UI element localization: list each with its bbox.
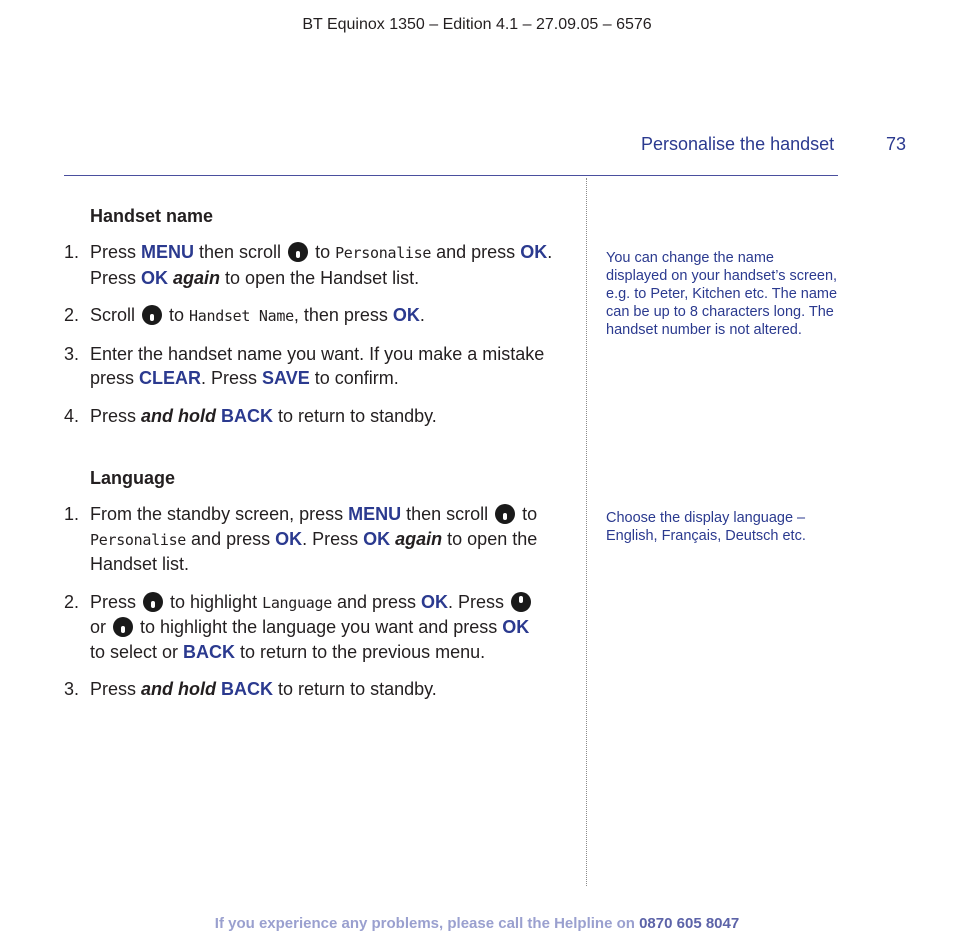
menu-key-label: MENU — [141, 242, 195, 262]
scroll-down-icon — [143, 592, 163, 612]
back-key-label: BACK — [183, 641, 236, 662]
language-steps — [64, 502, 569, 702]
side-note-language: Choose the display language – English, Français, Deutsch etc. — [606, 510, 806, 544]
handset-name-steps — [64, 240, 569, 428]
display-text: Personalise — [335, 244, 432, 262]
list-item: 1. Press MENU then scroll to Personalise and press OK. Press OK again to open the Handset list. — [64, 242, 553, 288]
menu-key-label: MENU — [348, 504, 402, 524]
ok-key-label: OK — [141, 267, 169, 288]
footer-text: If you experience any problems, please call the Helpline on — [214, 915, 640, 932]
display-text: Personalise — [90, 530, 187, 549]
ok-key-label: OK — [421, 591, 449, 612]
back-key-label: BACK — [221, 405, 274, 426]
helpline-number: 0870 605 8047 — [639, 915, 740, 932]
scroll-down-icon — [142, 305, 162, 325]
list-item: 3. Enter the handset name you want. If you make a mistake press CLEAR. Press SAVE to confirm. — [64, 343, 545, 388]
document-meta: BT Equinox 1350 – Edition 4.1 – 27.09.05 – 6576 — [302, 16, 652, 33]
ok-key-label: OK — [502, 617, 530, 637]
scroll-down-icon — [288, 242, 308, 262]
list-item: 2. Scroll to Handset Name, then press OK. — [64, 305, 425, 325]
list-item: 3. Press and hold BACK to return to standby. — [64, 679, 437, 699]
list-item: 2. Press to highlight Language and press OK. Press or to highlight the language you want and press OK to select or BACK to return to the previous menu. — [64, 591, 530, 662]
section-title: Personalise the handset — [641, 134, 835, 154]
ok-key-label: OK — [275, 528, 303, 549]
language-heading: Language — [90, 468, 176, 488]
footer-helpline — [0, 915, 954, 932]
list-item: 1. From the standby screen, press MENU then scroll to Personalise and press OK. Press OK again to open the Handset list. — [64, 504, 538, 574]
header-rule — [64, 175, 838, 176]
save-key-label: SAVE — [262, 368, 310, 388]
list-item: 4. Press and hold BACK to return to standby. — [64, 405, 437, 426]
ok-key-label: OK — [520, 242, 548, 262]
back-key-label: BACK — [221, 679, 274, 699]
scroll-down-icon — [113, 617, 133, 637]
side-note-handset-name: You can change the name displayed on your handset’s screen, e.g. to Peter, Kitchen etc. The name can be up to 8 characters long. The handset number is not altered. — [606, 250, 838, 338]
clear-key-label: CLEAR — [139, 368, 202, 388]
ok-key-label: OK — [363, 528, 391, 549]
column-divider — [586, 178, 587, 886]
handset-name-heading: Handset name — [90, 206, 214, 226]
scroll-up-icon — [511, 592, 531, 612]
page-number: 73 — [886, 134, 907, 154]
display-text: Handset Name — [189, 307, 294, 325]
main-column — [64, 204, 569, 715]
scroll-down-icon — [495, 504, 515, 524]
ok-key-label: OK — [392, 305, 420, 325]
display-text: Language — [262, 593, 332, 612]
